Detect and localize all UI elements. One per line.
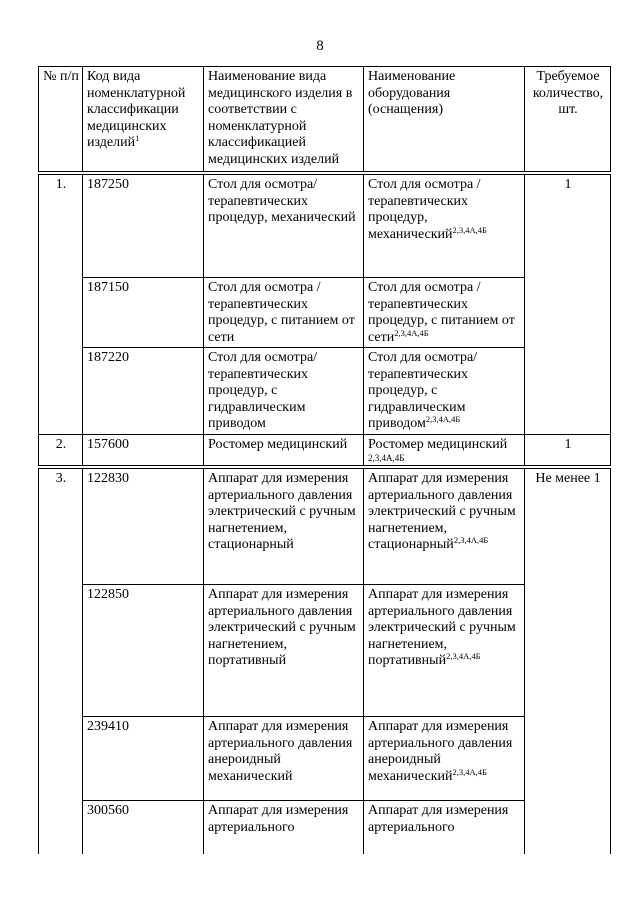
equipment-name: Аппарат для измерения артериального — [364, 801, 525, 855]
required-quantity: Не менее 1 — [525, 469, 611, 855]
device-code: 187150 — [83, 278, 204, 348]
header-number: № п/п — [39, 67, 83, 172]
device-code: 239410 — [83, 717, 204, 801]
header-quantity: Требуемое количество, шт. — [525, 67, 611, 172]
table-row — [39, 434, 611, 466]
table-header — [39, 67, 611, 172]
device-type-name: Ростомер медицинский — [204, 434, 364, 466]
table-row — [39, 175, 611, 278]
device-type-name: Аппарат для измерения артериального давления анероидный механический — [204, 717, 364, 801]
header-device-type: Наименование вида медицинского изделия в соответствии с номенклатурной классификацией медицинских изделий — [204, 67, 364, 172]
device-code: 157600 — [83, 434, 204, 466]
equipment-name: Аппарат для измерения артериального давления электрический с ручным нагнетением, стационарный$^{2,3,4А,4Б}$ — [364, 469, 525, 585]
equipment-name: Стол для осмотра /терапевтических процедур, механический$^{2,3,4А,4Б}$ — [364, 175, 525, 278]
device-type-name: Аппарат для измерения артериального давления электрический с ручным нагнетением, стационарный — [204, 469, 364, 585]
equipment-name: Аппарат для измерения артериального давления электрический с ручным нагнетением, портативный$^{2,3,4А,4Б}$ — [364, 585, 525, 717]
device-code: 122830 — [83, 469, 204, 585]
footnote-marker: 1 — [135, 133, 140, 143]
device-type-name: Аппарат для измерения артериального давления электрический с ручным нагнетением, портативный — [204, 585, 364, 717]
device-type-name: Стол для осмотра/ терапевтических процедур, с гидравлическим приводом — [204, 348, 364, 435]
header-equipment: Наименование оборудования (оснащения) — [364, 67, 525, 172]
equipment-name: Стол для осмотра /терапевтических процедур, с питанием от сети$^{2,3,4А,4Б}$ — [364, 278, 525, 348]
row-number: 1. — [39, 175, 83, 435]
row-number: 2. — [39, 434, 83, 466]
page-number: 8 — [316, 38, 324, 54]
device-type-name: Стол для осмотра /терапевтических процедур, с питанием от сети — [204, 278, 364, 348]
equipment-name: Ростомер медицинский 2,3,4А,4Б — [364, 434, 525, 466]
device-code: 187220 — [83, 348, 204, 435]
required-quantity: 1 — [525, 434, 611, 466]
device-code: 300560 — [83, 801, 204, 855]
equipment-name: Стол для осмотра/ терапевтических процедур, с гидравлическим приводом$^{2,3,4А,4Б}$ — [364, 348, 525, 435]
equipment-name: Аппарат для измерения артериального давления анероидный механический$^{2,3,4А,4Б}$ — [364, 717, 525, 801]
table-row — [39, 469, 611, 585]
device-type-name: Аппарат для измерения артериального — [204, 801, 364, 855]
device-code: 122850 — [83, 585, 204, 717]
required-quantity: 1 — [525, 175, 611, 435]
device-type-name: Стол для осмотра/ терапевтических процедур, механический — [204, 175, 364, 278]
row-number: 3. — [39, 469, 83, 855]
device-code: 187250 — [83, 175, 204, 278]
equipment-table — [38, 66, 611, 854]
header-code: Код вида номенклатурной классификации медицинских изделий$^1$ — [83, 67, 204, 172]
